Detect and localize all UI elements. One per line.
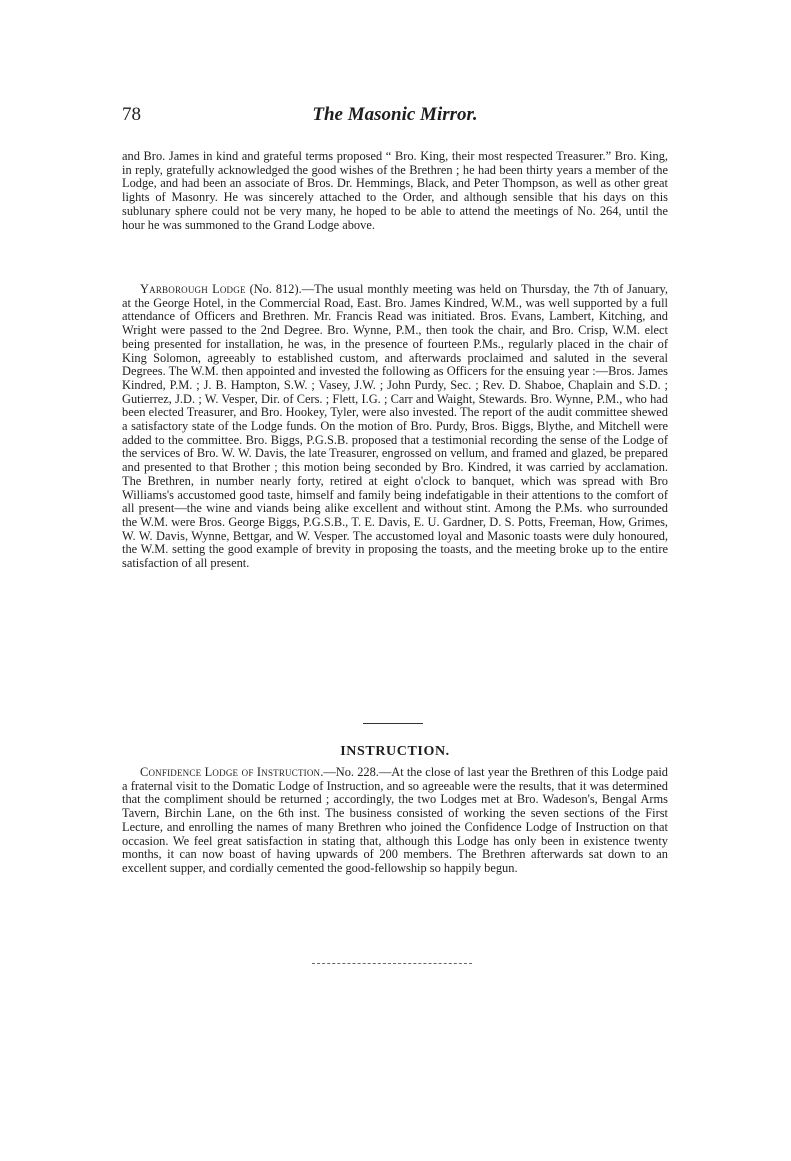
section-divider — [363, 723, 423, 724]
page-number: 78 — [122, 104, 141, 125]
section-heading: INSTRUCTION. — [340, 744, 450, 759]
lodge-name: Yarborough Lodge — [140, 282, 246, 296]
journal-title: The Masonic Mirror. — [312, 104, 478, 125]
paragraph-confidence-lodge — [122, 766, 668, 876]
paragraph-text: and Bro. James in kind and grateful terms proposed “ Bro. King, their most respected Treasurer.” Bro. King, in reply, gratefully acknowledged the good wishes of the Brethren ; he had been thirty years a member of the Lodge, and had been an associate of Bros. Dr. Hemmings, Black, and Peter Thompson, as well as other great lights of Masonry. He was sincerely attached to the Order, and although sensible that his days on this sublunary sphere could not be very many, he hoped to be able to attend the meetings of No. 264, until the hour he was summoned to the Grand Lodge above. — [122, 149, 668, 232]
end-divider — [312, 963, 472, 964]
paragraph-continuation — [122, 150, 668, 232]
running-head — [122, 100, 668, 130]
paragraph-yarborough-lodge — [122, 283, 668, 571]
lodge-name: Confidence Lodge of Instruction — [140, 765, 321, 779]
paragraph-text: (No. 812).—The usual monthly meeting was held on Thursday, the 7th of January, at the George Hotel, in the Commercial Road, East. Bro. James Kindred, W.M., was well supported by a full attendance of Officers and Brethren. Mr. Francis Read was initiated. Bros. Evans, Lambert, Kitching, and Wright were passed to the 2nd Degree. Bro. Wynne, P.M., then took the chair, and Bro. Crisp, W.M. elect being presented for installation, he was, in the presence of fourteen P.Ms., regularly placed in the chair of King Solomon, agreeably to established custom, and afterwards proclaimed and saluted in the several Degrees. The W.M. then appointed and invested the following as Officers for the ensuing year :—Bros. James Kindred, P.M. ; J. B. Hampton, S.W. ; Vasey, J.W. ; John Purdy, Sec. ; Rev. D. Shaboe, Chaplain and S.D. ; Gutierrez, J.D. ; W. Vesper, Dir. of Cers. ; Flett, I.G. ; Carr and Waight, Stewards. Bro. Wynne, P.M., who had been elected Treasurer, and Bro. Hookey, Tyler, were also invested. The report of the audit committee shewed a satisfactory state of the Lodge funds. On the motion of Bro. Purdy, Bros. Biggs, Blythe, and Mitchell were added to the committee. Bro. Biggs, P.G.S.B. proposed that a testimonial recording the sense of the Lodge of the services of Bro. W. W. Davis, the late Treasurer, engrossed on vellum, and framed and glazed, be prepared and presented to that Brother ; this motion being seconded by Bro. Kindred, it was carried by acclamation. The Brethren, in number nearly forty, retired at eight o'clock to banquet, which was spread with Bro Williams's accustomed good taste, himself and family being indefatigable in their attentions to the comfort of all present—the wine and viands being alike excellent and without stint. Among the P.Ms. who surrounded the W.M. were Bros. George Biggs, P.G.S.B., T. E. Davis, E. U. Gardner, D. S. Potts, Freeman, How, Grimes, W. W. Davis, Wynne, Bettgar, and W. Vesper. The accustomed loyal and Masonic toasts were duly honoured, the W.M. setting the good example of brevity in proposing the toasts, and the meeting broke up to the entire satisfaction of all present. — [122, 282, 668, 571]
paragraph-text: .—No. 228.—At the close of last year the Brethren of this Lodge paid a fraternal visit to the Domatic Lodge of Instruction, and so agreeable were the results, that it was determined that the compliment should be returned ; accordingly, the two Lodges met at Bro. Wadeson's, Bengal Arms Tavern, Birchin Lane, on the 6th inst. The business consisted of working the seven sections of the First Lecture, and enrolling the names of many Brethren who joined the Confidence Lodge of Instruction on that occasion. We feel great satisfaction in stating that, although this Lodge has only been in existence twenty months, it can now boast of having upwards of 200 members. The Brethren afterwards sat down to an excellent supper, and cordially cemented the good-fellowship so happily begun. — [122, 765, 668, 875]
